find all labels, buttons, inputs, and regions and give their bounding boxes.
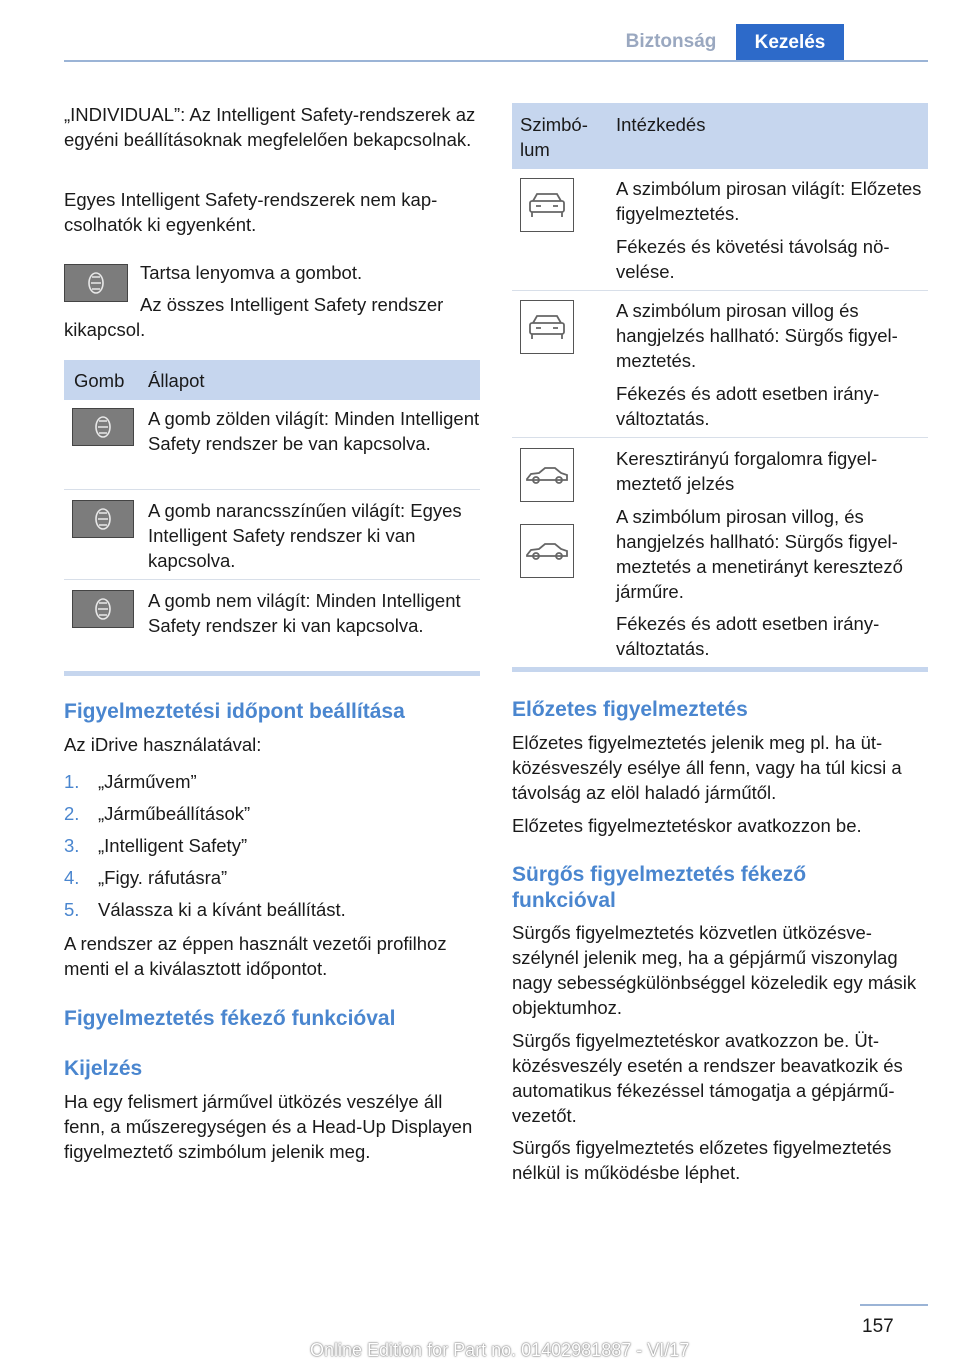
symbol-col-header: Szimbólum xyxy=(520,114,588,160)
state-orange-text: A gomb narancsszínűen világít: Egyes Intelligent Safety rendszer ki van kapcsolva. xyxy=(148,500,462,571)
cross-traffic-action: Fékezés és adott esetben irányváltoztatás. xyxy=(616,613,880,659)
button-off-icon xyxy=(72,590,134,628)
symbol-flash-text: A szimbólum pirosan villog és hangjelzés hallható: Sürgős figyelmeztetés. xyxy=(616,300,898,371)
idrive-intro: Az iDrive használatával: xyxy=(64,734,262,755)
profile-paragraph: A rendszer az éppen használt vezetői profilhoz menti el a kiválasztott időpontot. xyxy=(64,933,447,979)
action-col-header: Intézkedés xyxy=(616,114,706,135)
edition-footer: Online Edition for Part no. 01402981887 - VI/17 xyxy=(310,1340,690,1360)
car-front-icon xyxy=(520,300,574,354)
heading-urgent-warning: Sürgős figyelmeztetés fékező funkcióval xyxy=(512,863,807,912)
state-col-header: Állapot xyxy=(148,370,205,391)
list-item: 2. „Járműbeállítások” xyxy=(64,803,251,824)
heading-warning-time: Figyelmeztetési időpont beállítása xyxy=(64,700,405,723)
car-side-icon xyxy=(520,524,574,578)
row-separator xyxy=(64,489,480,490)
state-green-text: A gomb zölden világít: Minden Intelligent Safety rendszer be van kapcsolva. xyxy=(148,408,480,454)
list-item: 5. Válassza ki a kívánt beállítást. xyxy=(64,899,346,920)
header-rule xyxy=(64,60,928,62)
footer-rule xyxy=(860,1304,928,1306)
pre-warning-paragraph-2: Előzetes figyelmeztetéskor avatkozzon be. xyxy=(512,815,862,836)
row-separator xyxy=(64,579,480,580)
heading-display: Kijelzés xyxy=(64,1057,143,1080)
state-off-text: A gomb nem világít: Minden Intelligent Safety rendszer ki van kapcsolva. xyxy=(148,590,461,636)
urgent-paragraph-1: Sürgős figyelmeztetés közvetlen ütközésveszélynél jelenik meg, ha a gépjármű viszonylag nagy sebességkülönbséggel közeledik egy másik objektumhoz. xyxy=(512,922,917,1018)
button-table-header xyxy=(64,360,480,400)
cross-traffic-text: A szimbólum pirosan villog, és hangjelzés hallható: Sürgős figyelmeztetés a menetirányt keresztező járműre. xyxy=(616,506,903,602)
symbol-red-text: A szimbólum pirosan világít: Előzetes figyelmeztetés. xyxy=(616,178,922,224)
urgent-paragraph-2: Sürgős figyelmeztetéskor avatkozzon be. Ütközésveszély esetén a rendszer beavatkozik és automatikus fékezéssel támogatja a gépjárművezetőt. xyxy=(512,1030,903,1126)
intro-paragraph-1: „INDIVIDUAL”: Az Intelligent Safety-rendszerek az egyéni beállításoknak megfelelően bekapcsolnak. xyxy=(64,104,476,150)
button-orange-icon xyxy=(72,500,134,538)
row-separator xyxy=(512,290,928,291)
button-green-icon xyxy=(72,408,134,446)
section-tab-biztonsag[interactable]: Biztonság xyxy=(625,31,717,52)
section-tab-kezeles[interactable]: Kezelés xyxy=(736,24,844,62)
car-front-icon xyxy=(520,178,574,232)
intro-paragraph-2: Egyes Intelligent Safety-rendszerek nem kapcsolhatók ki egyenként. xyxy=(64,189,438,235)
heading-brake-warning: Figyelmeztetés fékező funkcióval xyxy=(64,1007,396,1030)
hold-button-text: Tartsa lenyomva a gombot. xyxy=(140,262,363,283)
symbol-red-action: Fékezés és követési távolság növelése. xyxy=(616,236,890,282)
table-end-rule xyxy=(64,671,480,676)
button-col-header: Gomb xyxy=(74,370,125,391)
urgent-paragraph-3: Sürgős figyelmeztetés előzetes figyelmeztetés nélkül is működésbe léphet. xyxy=(512,1137,892,1183)
pre-warning-paragraph-1: Előzetes figyelmeztetés jelenik meg pl. ha ütközésveszély esélye áll fenn, vagy ha túl kicsi a távolság az elöl haladó járműtől. xyxy=(512,732,902,803)
page-number: 157 xyxy=(862,1316,894,1337)
list-item: 4. „Figy. ráfutásra” xyxy=(64,867,228,888)
display-paragraph: Ha egy felismert járművel ütközés veszélye áll fenn, a műszeregységen és a Head-Up Displayen figyelmeztető szimbólum jelenik meg. xyxy=(64,1091,473,1162)
steps-list xyxy=(64,766,480,926)
list-item: 3. „Intelligent Safety” xyxy=(64,835,248,856)
list-item: 1. „Járművem” xyxy=(64,771,197,792)
row-separator xyxy=(512,437,928,438)
heading-pre-warning: Előzetes figyelmeztetés xyxy=(512,698,748,721)
table-end-rule xyxy=(512,667,928,672)
car-side-icon xyxy=(520,448,574,502)
all-systems-off-text: Az összes Intelligent Safety rendszer kikapcsol. xyxy=(64,294,444,340)
cross-traffic-title: Keresztirányú forgalomra figyelmeztető jelzés xyxy=(616,448,878,494)
symbol-table-header xyxy=(512,103,928,169)
symbol-flash-action: Fékezés és adott esetben irányváltoztatás. xyxy=(616,383,880,429)
